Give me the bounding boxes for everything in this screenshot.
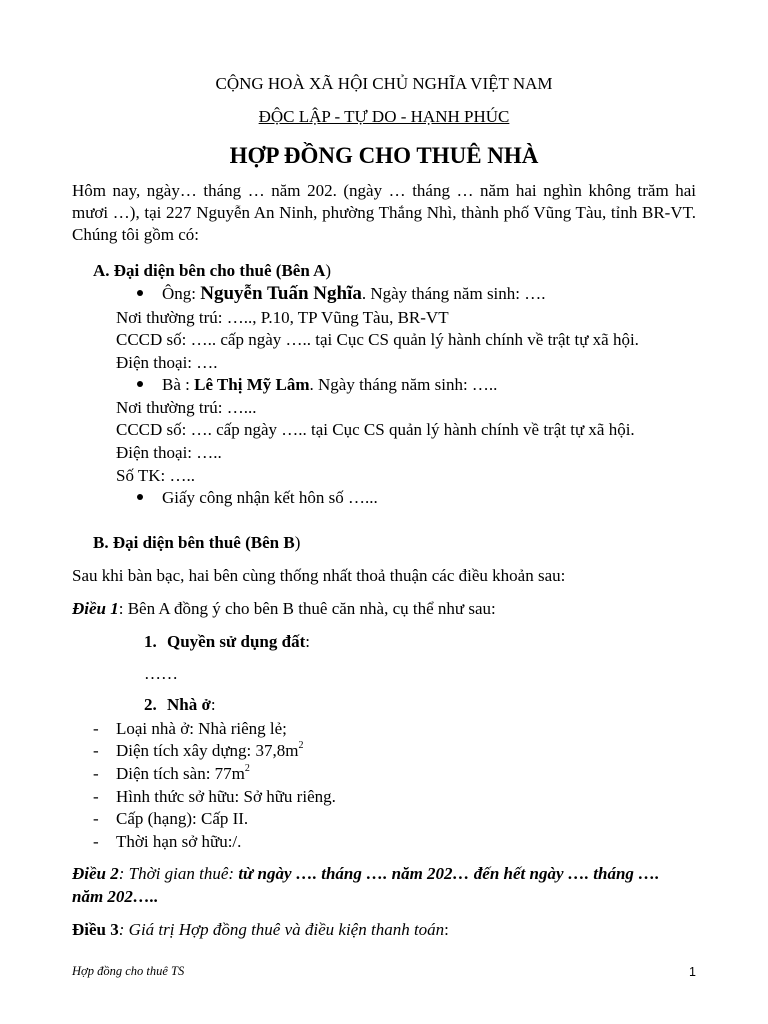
person1-suffix: . Ngày tháng năm sinh: …. [361, 284, 546, 303]
party-b-heading [93, 532, 300, 554]
article-2 [72, 863, 696, 885]
party-a-heading [93, 260, 331, 282]
footer-document-name: Hợp đồng cho thuê TS [72, 964, 185, 978]
marriage-certificate: Giấy công nhận kết hôn số …... [162, 488, 378, 507]
person1-line [162, 283, 546, 305]
person1-phone: Điện thoại: …. [116, 353, 218, 372]
account-number: Số TK: ….. [116, 466, 196, 485]
item-2-colon: : [210, 695, 216, 714]
article-3-colon: : [444, 920, 449, 939]
article-3 [72, 919, 449, 941]
article-1-label: Điều 1 [72, 599, 119, 618]
detail-ownership: Hình thức sở hữu: Sở hữu riêng. [116, 787, 336, 806]
item-1-colon: : [305, 632, 310, 651]
bullet-person1 [137, 290, 143, 296]
person1-residence: Nơi thường trú: ….., P.10, TP Vũng Tàu, BR-VT [116, 308, 449, 327]
detail-term: Thời hạn sở hữu:/. [116, 832, 242, 851]
article-3-label: Điều 3 [72, 920, 119, 939]
detail-grade: Cấp (hạng): Cấp II. [116, 809, 249, 828]
party-a-close: ) [325, 261, 332, 280]
article-1 [72, 598, 496, 620]
party-b-title: Đại diện bên thuê (Bên B [112, 533, 295, 552]
document-title: HỢP ĐỒNG CHO THUÊ NHÀ [229, 143, 539, 168]
floor-area-sup: 2 [244, 763, 250, 775]
person1-prefix: Ông: [162, 284, 201, 303]
bullet-marriage [137, 494, 143, 500]
article-2-label: Điều 2 [72, 864, 119, 883]
person2-prefix: Bà : [162, 375, 195, 394]
article-1-item-1 [144, 631, 310, 653]
party-b-close: ) [294, 533, 301, 552]
person2-line [162, 374, 497, 396]
intro-paragraph: Hôm nay, ngày… tháng … năm 202. (ngày … tháng … năm hai nghìn không trăm hai mươi …), tại 227 Nguyễn An Ninh, phường Thắng Nhì, thành phố Vũng Tàu, tỉnh BR-VT. Chúng tôi gồm có: [72, 181, 696, 244]
floor-area-text: Diện tích sàn: 77m [116, 764, 245, 783]
item-2-number: 2. [144, 695, 157, 714]
person2-id: CCCD số: …. cấp ngày ….. tại Cục CS quản lý hành chính về trật tự xã hội. [116, 420, 635, 439]
article-2-line-2 [72, 886, 158, 908]
person2-suffix: . Ngày tháng năm sinh: ….. [309, 375, 498, 394]
dash-5: - [93, 809, 99, 828]
person2-residence: Nơi thường trú: …... [116, 398, 257, 417]
built-area-text: Diện tích xây dựng: 37,8m [116, 741, 299, 760]
detail-house-type: Loại nhà ở: Nhà riêng lẻ; [116, 719, 287, 738]
bullet-person2 [137, 381, 143, 387]
motto-line [0, 106, 768, 128]
item-1-value: …… [144, 664, 178, 683]
person2-phone: Điện thoại: ….. [116, 443, 222, 462]
dash-4: - [93, 787, 99, 806]
article-2-period: từ ngày …. tháng …. năm 202… đến hết ngày …. tháng …. [238, 864, 660, 883]
article-3-text: : Giá trị Hợp đồng thuê và điều kiện thanh toán [118, 920, 445, 939]
agreement-text: Sau khi bàn bạc, hai bên cùng thống nhất thoả thuận các điều khoản sau: [72, 566, 566, 585]
item-1-label: Quyền sử dụng đất [167, 632, 306, 651]
person1-id: CCCD số: ….. cấp ngày ….. tại Cục CS quản lý hành chính về trật tự xã hội. [116, 330, 639, 349]
republic-heading: CỘNG HOÀ XÃ HỘI CHỦ NGHĨA VIỆT NAM [215, 74, 553, 93]
dash-3: - [93, 764, 99, 783]
detail-floor-area [116, 763, 250, 785]
dash-6: - [93, 832, 99, 851]
detail-built-area [116, 740, 304, 762]
footer-page-number: 1 [689, 965, 696, 979]
article-2-period-end: năm 202….. [72, 887, 159, 906]
article-1-text: : Bên A đồng ý cho bên B thuê căn nhà, cụ thể như sau: [118, 599, 496, 618]
dash-2: - [93, 741, 99, 760]
motto: ĐỘC LẬP - TỰ DO - HẠNH PHÚC [258, 107, 510, 126]
article-2-label-text: : Thời gian thuê: [118, 864, 239, 883]
party-a-title: Đại diện bên cho thuê (Bên A [113, 261, 326, 280]
person2-name: Lê Thị Mỹ Lâm [194, 375, 310, 394]
article-1-item-2 [144, 694, 216, 716]
party-b-letter: B. [93, 533, 109, 552]
person1-name: Nguyễn Tuấn Nghĩa [200, 283, 362, 304]
built-area-sup: 2 [298, 740, 304, 752]
party-a-letter: A. [93, 261, 110, 280]
item-1-number: 1. [144, 632, 157, 651]
item-2-label: Nhà ở [167, 695, 211, 714]
dash-1: - [93, 719, 99, 738]
